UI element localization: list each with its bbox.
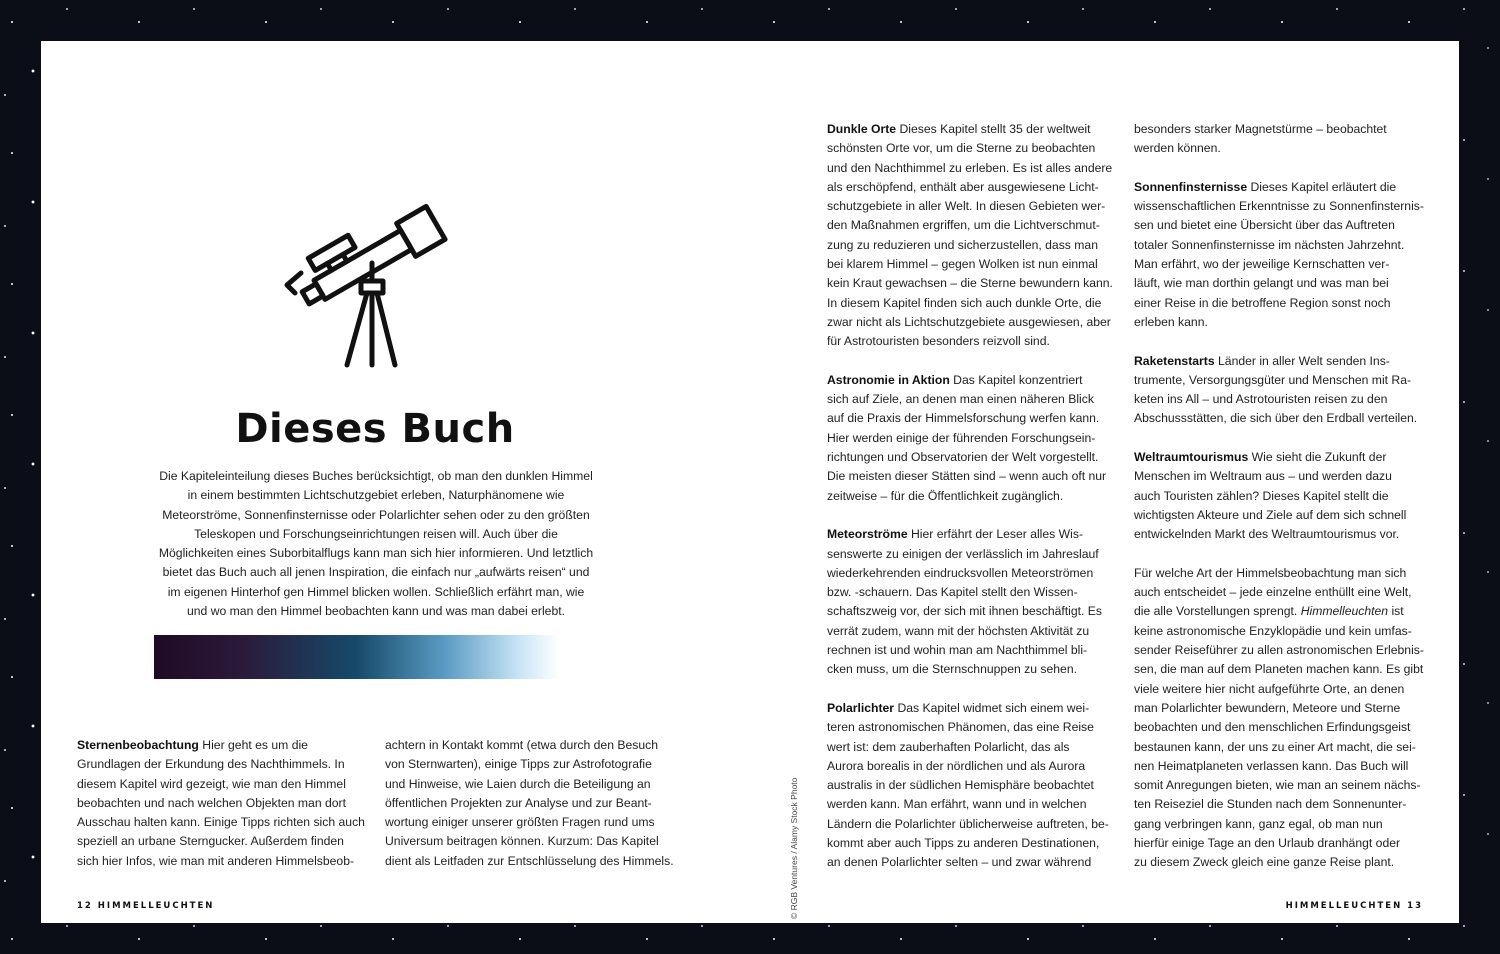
section-raketenstarts: Raketenstarts Länder in aller Welt senden Ins- trumente, Versorgungsgüter und Menschen mit Ra- keten ins All – und Astrotouristen reisen zu den Abschussstätten, die sich über den Erdball verteilen. bbox=[1134, 353, 1418, 426]
section-sonnenfinsternisse: Sonnenfinsternisse Dieses Kapitel erläutert die wissenschaftlichen Erkenntnisse zu Sonnenfinsternis- sen und bietet eine Übersicht über das Auftreten totaler Sonnenfinsternisse im nächsten Jahrzehnt. Man erfährt, wo der jeweilige Kernschatten ver- läuft, wie man dorthin gelangt und was man bei einer Reise in die betroffene Region sonst noch erleben kann. bbox=[1134, 179, 1424, 329]
telescope-icon bbox=[281, 189, 461, 369]
book-title-italic: Himmelleuchten bbox=[1300, 604, 1389, 619]
sternenbeobachtung-col2: achtern in Kontakt kommt (etwa durch den Besuch von Sternwarten), einige Tipps zur Astrofotografie und Hinweise, wie Laien durch die Beteiligung an öffentlichen Projekten zur Analyse und zur Beant- wortung einiger unserer größten Fragen rund ums Universum beitragen können. Kurzum: Das Kapitel dient als Leitfaden zur Entschlüsselung des Himmels. bbox=[385, 738, 674, 868]
closing-paragraph: Für welche Art der Himmelsbeobachtung man sich auch entscheidet – jede einzelne enthüllt eine Welt, die alle Vorstellungen sprengt. Himmelleuchten ist keine astronomische Enzyklopädie und kein umfas- sender Reiseführer zu allen astronomischen Erlebnis- sen, die man auf dem Planeten machen kann. Es gibt viele weitere hier nicht aufgeführte Orte, an denen man Polarlichter bewundern, Meteore und Sterne beobachten und den menschlichen Erfindungsgeist bestaunen kann, der uns zu einer Art macht, die sei- nen Heimatplaneten verlassen kann. Das Buch will somit Anregungen bieten, wie man an seinem nächs- ten Reiseziel die Stunden nach dem Sonnenunter- gang verbringen kann, ganz egal, ob man nun hierfür einige Tage an den Urlaub dranhängt oder zu diesem Zweck gleich eine ganze Reise plant. bbox=[1134, 565, 1424, 870]
left-footer: 12 HIMMELLEUCHTEN bbox=[77, 901, 215, 911]
section-weltraumtourismus: Weltraumtourismus Wie sieht die Zukunft der Menschen im Weltraum aus – und werden dazu auch Touristen zählen? Dieses Kapitel stellt die wichtigsten Akteure und Ziele auf dem sich schnell entwickelnden Markt des Weltraumtourismus vor. bbox=[1134, 450, 1407, 542]
book-spread bbox=[41, 41, 1459, 923]
right-footer: HIMMELLEUCHTEN 13 bbox=[1285, 901, 1423, 911]
right-column-2 bbox=[1134, 120, 1434, 873]
right-column-1 bbox=[827, 120, 1127, 873]
polarlichter-continued: besonders starker Magnetstürme – beobachtet werden können. bbox=[1134, 122, 1387, 156]
section-polarlichter: Polarlichter Das Kapitel widmet sich einem wei- teren astronomischen Phänomen, das eine Reise wert ist: dem zauberhaften Polarlicht, das als Aurora borealis in der nördlichen und als Aurora australis in der südlichen Hemisphäre beobachtet werden kann. Man erfährt, wann und in welchen Ländern die Polarlichter üblicherweise auftreten, be- kommt aber auch Tipps zu anderen Destinationen, an denen Polarlichter selten – und zwar während bbox=[827, 700, 1109, 870]
page-title: Dieses Buch bbox=[235, 406, 515, 452]
section-astronomie-in-aktion: Astronomie in Aktion Das Kapitel konzentriert sich auf Ziele, an denen man einen näheren Blick auf die Praxis der Himmelsforschung werfen kann. Hier werden einige der führenden Forschungsein- richtungen und Observatorien der Welt vorgestellt. Die meisten dieser Stätten sind – wenn auch oft nur zeitweise – für die Öffentlichkeit zugänglich. bbox=[827, 372, 1107, 503]
sternenbeobachtung-col1: Sternenbeobachtung Hier geht es um die Grundlagen der Erkundung des Nachthimmels. In diesem Kapitel wird gezeigt, wie man den Himmel beobachten und nach welchen Objekten man dort Ausschau halten kann. Einige Tipps richten sich auch speziell an urbane Sterngucker. Außerdem finden sich hier Infos, wie man mit anderen Himmelsbeob- bbox=[77, 738, 365, 868]
photo-credit: © RGB Ventures / Alamy Stock Photo bbox=[789, 777, 799, 919]
gradient-bar bbox=[154, 635, 559, 679]
section-meteorstroeme: Meteorströme Hier erfährt der Leser alles Wis- senswerte zu einigen der verlässlich im Jahreslauf wiederkehrenden eindrucksvollen Meteorströmen bzw. -schauern. Das Kapitel stellt den Wissen- schaftszweig vor, der sich mit ihnen beschäftigt. Es verrät zudem, wann mit der höchsten Aktivität zu rechnen ist und wohin man am Nachthimmel bli- cken muss, um die Sternschnuppen zu sehen. bbox=[827, 527, 1103, 677]
intro-paragraph: Die Kapiteleinteilung dieses Buches berücksichtigt, ob man den dunklen Himmel in einem bestimmten Lichtschutzgebiet erleben, Naturphänomene wie Meteorströme, Sonnenfinsternisse oder Polarlichter sehen oder zu den größten Teleskopen und Forschungseinrichtungen reisen will. Auch über die Möglichkeiten eines Suborbitalflugs kann man sich hier informieren. Und letztlich bietet das Buch auch all jenen Inspiration, die einfach nur „aufwärts reisen“ und im eigenen Hinterhof gen Himmel blicken wollen. Schließlich erfährt man, wie und wo man den Himmel beobachten kann und was man dabei erlebt. bbox=[158, 469, 594, 619]
section-dunkle-orte: Dunkle Orte Dieses Kapitel stellt 35 der weltweit schönsten Orte vor, um die Sterne zu beobachten und den Nachthimmel zu erleben. Es ist alles andere als erschöpfend, enthält aber ausgewiesene Licht- schutzgebiete in aller Welt. In diesen Gebieten wer- den Maßnahmen ergriffen, um die Lichtverschmut- zung zu reduzieren und sicherzustellen, dass man bei klarem Himmel – gegen Wolken ist nun einmal kein Kraut gewachsen – die Sterne bewundern kann. In diesem Kapitel finden sich auch dunkle Orte, die zwar nicht als Lichtschutzgebiete ausgewiesen, aber für Astrotouristen besonders reizvoll sind. bbox=[827, 122, 1113, 349]
